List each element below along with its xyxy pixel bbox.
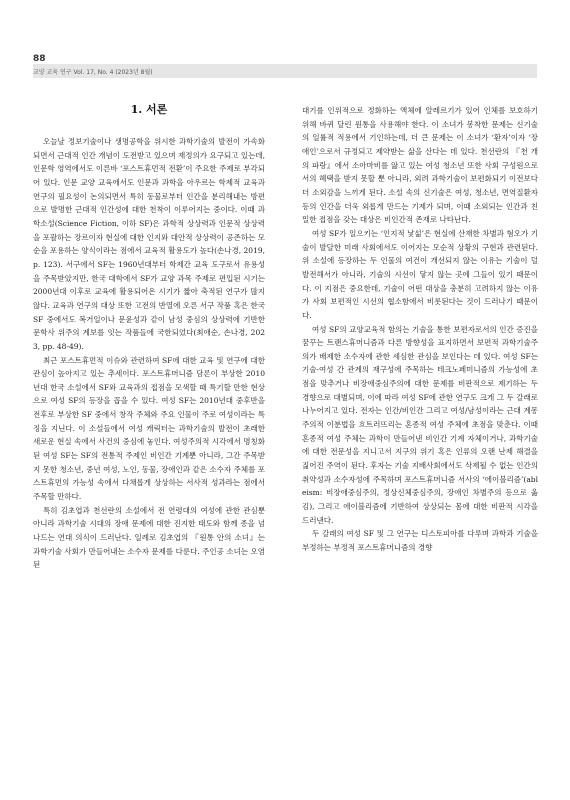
journal-citation: 교양 교육 연구 Vol. 17, No. 4 (2023년 8월) — [33, 69, 153, 76]
section-title: 1. 서론 — [130, 103, 168, 116]
paragraph: 두 갈래의 여성 SF 및 그 연구는 디스토피아를 다루며 과학과 기술을 부정하는 부정적 포스트휴머니즘의 경향 — [302, 529, 538, 552]
paragraph: 대기를 인위적으로 정화하는 액체에 알레르기가 있어 인체를 보호하기 위해 바퀴 달린 원통을 사용해야 한다. 이 소녀가 봉착한 문제는 신기술의 일률적 적용에서 기인하는데, 더 큰 문제는 이 소녀가 ‘환자’이자 ‘장애인’으로서 규정되고 제약받는 삶을 산다는 데 있다. 천선란의 『천 개의 파랑』에서 소아마비를 앓고 있는 여성 청소년 또한 사회 구성원으로서의 혜택을 받지 못할 뿐 아니라, 외려 과학기술이 보편화되기 이전보다 더 소외감을 느끼게 된다. 소설 속의 신기술은 여성, 청소년, 면역질환자 등의 인간을 더욱 외롭게 만드는 기제가 되며, 이때 소외되는 인간과 친밀한 접점을 갖는 대상은 비인간적 존재로 나타난다. — [302, 106, 538, 225]
paragraph: 여성 SF의 교양교육적 함의는 기술을 통한 보편자로서의 인간 증진을 꿈꾸는 트랜스휴머니즘과 다른 방향성을 표지하면서 보편적 과학기술주의가 배제한 소수자에 관한 세심한 관심을 보인다는 데 있다. 여성 SF는 기술-여성 간 관계의 재구성에 주목하는 테크노페미니즘의 가능성에 초점을 맞추거나 비장애중심주의에 대한 문제를 비판적으로 제기하는 두 경향으로 대별되며, 이에 따라 여성 SF에 관한 연구도 크게 그 두 갈래로 나누어지고 있다. 전자는 인간/비인간 그리고 여성/남성이라는 근대 계몽주의적 이분법을 흐트러뜨리는 혼종적 여성 주체에 초점을 맞춘다. 이때 혼종적 여성 주체는 과학이 만들어낸 비인간 기계 자체이거나, 과학기술에 대한 전문성을 지니고서 지구의 위기 혹은 인류의 오랜 난제 해결을 짊어진 주역이 된다. 후자는 기술 지배사회에서도 삭제될 수 없는 인간의 취약성과 소수자성에 주목하며 포스트휴머니즘 서사의 ‘에이블리즘’(ableism: 비장애중심주의, 정상신체중심주의, 장애인 차별주의 등으로 옮김), 그리고 에이블리즘에 기반하여 상상되는 몸에 대한 비판적 시각을 드러낸다. — [302, 324, 538, 525]
paragraph: 오늘날 정보기술이나 생명공학을 위시한 과학기술의 발전이 가속화되면서 근대적 인간 개념이 도전받고 있으며 재정의가 요구되고 있는데, 인문학 영역에서도 이른바 ‘포스트휴먼적 전환’이 주요한 주제로 부각되어 있다. 인문 교양 교육에서도 인문과 과학을 아우르는 학제적 교육과 연구의 필요성이 논의되면서 특히 동물로부터 인간을 분리해내는 방편으로 발명한 근대적 인간성에 대한 천착이 이루어지는 중이다. 이때 과학소설(Science Fiction, 이하 SF)은 과학적 상상력과 인문적 상상력을 포괄하는 장르이자 현실에 대한 인지와 대안적 상상력이 공존하는 모순을 포용하는 양식이라는 점에서 교육적 활용도가 높다(손나경, 2019, p. 123). 서구에서 SF는 1960년대부터 학제간 교육 도구로서 유용성을 주목받았지만, 한국 대학에서 SF가 교양 과목 주제로 편입된 시기는 2000년대 이후로 교육에 활용되어온 시기가 짧아 축적된 연구가 많지 않다. 교육과 연구의 대상 또한 고전의 반열에 오른 서구 작품 혹은 한국 SF 중에서도 복거일이나 문윤성과 같이 남성 중심의 상상력에 기반한 문학사 위주의 계보를 잇는 작품들에 국한되었다(최애순, 손나경, 2023, pp. 48-49). — [33, 137, 265, 351]
paragraph: 여성 SF가 일으키는 ‘인지적 낯섦’은 현실에 산재한 차별과 혐오가 기술이 발달한 미래 사회에서도 이어지는 모순적 상황의 구현과 관련된다. 위 소설에 등장하는 두 인물의 여건이 개선되지 않는 이유는 기술이 덜 발전해서가 아니라, 기술의 시선이 닿지 않는 곳에 그들이 있기 때문이다. 이 지점은 중요한데, 기술이 어떤 대상을 충분히 고려하지 않는 이유가 사회 보편적인 시선의 협소함에서 비롯된다는 것이 드러나기 때문이다. — [302, 228, 538, 320]
paragraph: 최근 포스트휴먼적 이슈와 관련하여 SF에 대한 교육 및 연구에 대한 관심이 높아지고 있는 추세이다. 포스트휴머니즘 담론이 부상한 2010년대 한국 소설에서 SF와 교육과의 접점을 모색할 때 특기할 만한 현상으로 여성 SF의 등장을 꼽을 수 있다. 여성 SF는 2010년대 중후반을 전후로 부상한 SF 중에서 창작 주체와 주요 인물이 주로 여성이라는 특징을 지닌다. 이 소설들에서 여성 캐릭터는 과학기술의 발전이 초래한 새로운 현실 속에서 사건의 중심에 놓인다. 여성주의적 시각에서 명칭화된 여성 SF는 SF의 전통적 주제인 비인간 기계뿐 아니라, 그간 주목받지 못한 청소년, 중년 여성, 노인, 동물, 장애인과 같은 소수자 주체를 포스트휴먼의 가능성 속에서 다채롭게 상상하는 서사적 성과라는 점에서 주목할 만하다. — [33, 355, 265, 502]
left-column — [33, 95, 265, 572]
running-header — [33, 64, 537, 78]
paragraph: 특히 김초엽과 천선란의 소설에서 전 연령대의 여성에 관한 관심뿐 아니라 과학기술 시대의 장애 문제에 대한 진지한 태도와 함께 종을 넘나드는 연대 의식이 드러난다. 일례로 김초엽의 『원통 안의 소녀』는 과학기술 사회가 만들어내는 소수자 문제를 다룬다. 주인공 소녀는 오염된 — [33, 505, 265, 570]
right-column — [302, 104, 538, 555]
page-number: 88 — [33, 54, 46, 64]
